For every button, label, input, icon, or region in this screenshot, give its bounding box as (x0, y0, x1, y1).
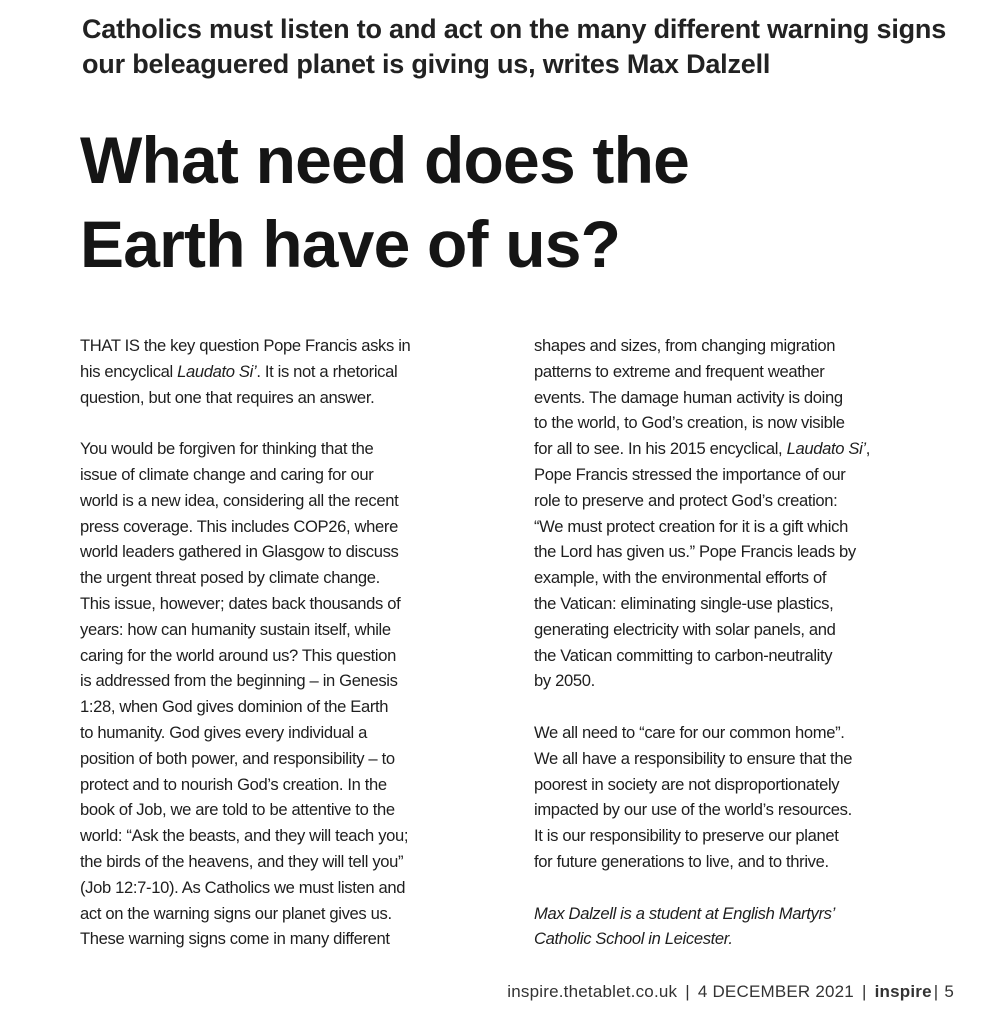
byline-author: Max Dalzell (626, 49, 771, 79)
footer-date: 4 DECEMBER 2021 (697, 982, 854, 1001)
text-line: to humanity. God gives every individual a (80, 722, 367, 742)
text-line: for all to see. In his 2015 encyclical, Laudato Si’, (534, 439, 871, 459)
text-line: You would be forgiven for thinking that the (80, 439, 374, 459)
text-line: protect and to nourish God’s creation. In the (80, 774, 387, 794)
paragraph-body (80, 436, 500, 952)
text-line: press coverage. This includes COP26, where (80, 516, 398, 536)
standfirst-text: Catholics must listen to and act on the many different warning signs our beleaguered planet is giving us, writes (82, 14, 947, 79)
paragraph-conclusion (534, 720, 954, 875)
text-line: question, but one that requires an answer. (80, 387, 375, 407)
text-line: world: “Ask the beasts, and they will teach you; (80, 826, 409, 846)
text-line: years: how can humanity sustain itself, while (80, 619, 391, 639)
text-line: generating electricity with solar panels, and (534, 619, 836, 639)
text-line: book of Job, we are told to be attentive to the (80, 800, 395, 820)
footer-divider: | (933, 982, 939, 1001)
text-line: position of both power, and responsibility – to (80, 748, 395, 768)
text-line: We all have a responsibility to ensure that the (534, 748, 853, 768)
text-line: impacted by our use of the world’s resources. (534, 800, 852, 820)
text-line: to the world, to God’s creation, is now visible (534, 413, 845, 433)
text-line: issue of climate change and caring for our (80, 464, 374, 484)
text-line: Max Dalzell is a student at English Martyrs’ (534, 903, 835, 923)
standfirst (82, 12, 962, 82)
text-line: example, with the environmental efforts of (534, 568, 827, 588)
article-column-left (80, 333, 500, 978)
text-line: the Vatican committing to carbon-neutrality (534, 645, 833, 665)
text-line: act on the warning signs our planet gives us. (80, 903, 392, 923)
text-line: These warning signs come in many different (80, 929, 390, 949)
text-line: is addressed from the beginning – in Genesis (80, 671, 398, 691)
text-line: events. The damage human activity is doing (534, 387, 843, 407)
text-line: We all need to “care for our common home”. (534, 722, 845, 742)
text-line: (Job 12:7-10). As Catholics we must listen and (80, 877, 406, 897)
headline (80, 118, 960, 286)
text-line: This issue, however; dates back thousands of (80, 593, 401, 613)
encyclical-title: Laudato Si’ (786, 439, 866, 459)
text-line: It is our responsibility to preserve our planet (534, 826, 839, 846)
text-line: patterns to extreme and frequent weather (534, 361, 825, 381)
text-line: the urgent threat posed by climate change. (80, 568, 380, 588)
paragraph-continued (534, 333, 954, 694)
page-number: 5 (944, 982, 954, 1001)
text-line: world leaders gathered in Glasgow to discuss (80, 542, 399, 562)
footer-brand: inspire (874, 982, 932, 1001)
headline-line-1: What need does the (80, 123, 689, 197)
text-line: his encyclical Laudato Si’. It is not a rhetorical (80, 361, 398, 381)
text-line: THAT IS the key question Pope Francis asks in (80, 336, 411, 355)
page-footer (507, 982, 954, 1002)
text-line: Pope Francis stressed the importance of our (534, 464, 846, 484)
text-line: “We must protect creation for it is a gift which (534, 516, 848, 536)
footer-divider: | (685, 982, 690, 1001)
article-column-right (534, 333, 954, 978)
text-line: for future generations to live, and to thrive. (534, 851, 829, 871)
text-line: shapes and sizes, from changing migration (534, 336, 836, 355)
text-line: poorest in society are not disproportionately (534, 774, 840, 794)
text-line: Catholic School in Leicester. (534, 929, 733, 949)
text-line: by 2050. (534, 671, 595, 691)
text-line: the Lord has given us.” Pope Francis leads by (534, 542, 856, 562)
footer-divider: | (861, 982, 867, 1001)
paragraph-intro (80, 333, 500, 410)
author-bio (534, 901, 954, 953)
text-line: caring for the world around us? This question (80, 645, 397, 665)
encyclical-title: Laudato Si’ (177, 361, 257, 381)
text-line: the Vatican: eliminating single-use plastics, (534, 593, 834, 613)
headline-line-2: Earth have of us? (80, 207, 621, 281)
text-line: role to preserve and protect God’s creation: (534, 490, 838, 510)
footer-website: inspire.thetablet.co.uk (507, 982, 678, 1001)
text-line: world is a new idea, considering all the recent (80, 490, 399, 510)
text-line: the birds of the heavens, and they will tell you” (80, 851, 404, 871)
text-line: 1:28, when God gives dominion of the Earth (80, 697, 389, 717)
